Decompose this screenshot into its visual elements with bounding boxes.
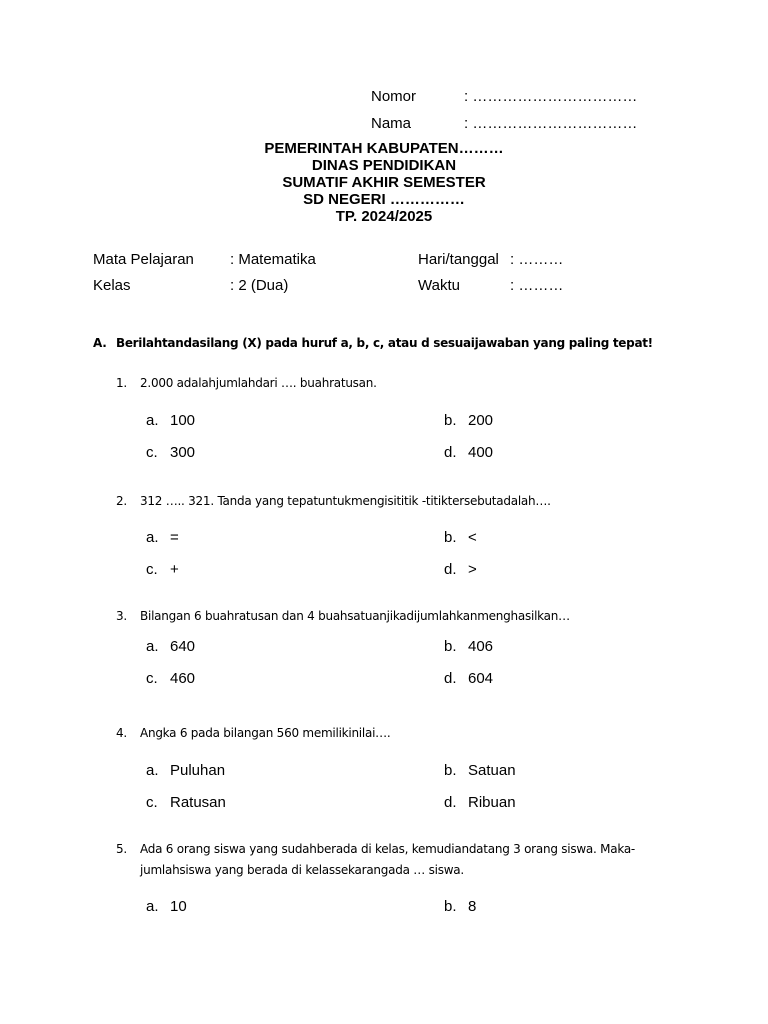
kelas-value: : 2 (Dua)	[230, 277, 289, 294]
option-text: 400	[468, 444, 494, 461]
question-3-option-a	[146, 638, 195, 655]
waktu-label: Waktu	[418, 277, 460, 294]
question-4-option-c	[146, 794, 226, 811]
hari-label: Hari/tanggal	[418, 251, 499, 268]
question-2-option-d	[444, 561, 477, 578]
question-3-text: Bilangan 6 buahratusan dan 4 buahsatuanjikadijumlahkanmenghasilkan…	[140, 609, 570, 623]
option-text: 604	[468, 670, 494, 687]
question-5-text: Ada 6 orang siswa yang sudahberada di kelas, kemudiandatang 3 orang siswa. Maka-	[140, 842, 636, 856]
option-letter: d.	[444, 444, 457, 461]
option-letter: a.	[146, 412, 159, 429]
option-letter: d.	[444, 794, 457, 811]
option-letter: d.	[444, 670, 457, 687]
question-4-number: 4.	[116, 726, 127, 740]
option-text: >	[468, 561, 477, 578]
question-5-text-line-2: jumlahsiswa yang berada di kelassekarangada … siswa.	[140, 863, 464, 877]
option-letter: c.	[146, 561, 158, 578]
title-line-2: DINAS PENDIDIKAN	[311, 157, 457, 174]
question-1-option-a	[146, 412, 195, 429]
option-text: Ratusan	[170, 794, 226, 811]
question-5-number: 5.	[116, 842, 127, 856]
option-text: Puluhan	[170, 762, 226, 779]
title-line-1: PEMERINTAH KABUPATEN………	[264, 140, 504, 157]
question-5-option-a	[146, 898, 187, 915]
question-1-option-b	[444, 412, 493, 429]
option-text: 640	[170, 638, 196, 655]
question-1-option-d	[444, 444, 493, 461]
option-text: 8	[468, 898, 477, 915]
option-text: 200	[468, 412, 494, 429]
option-text: 406	[468, 638, 494, 655]
question-4-option-a	[146, 762, 225, 779]
title-line-3: SUMATIF AKHIR SEMESTER	[282, 174, 486, 191]
option-text: Satuan	[468, 762, 516, 779]
question-2-option-b	[444, 529, 477, 546]
question-3-number: 3.	[116, 609, 127, 623]
option-letter: b.	[444, 638, 457, 655]
title-line-5: TP. 2024/2025	[335, 208, 433, 225]
question-2-number: 2.	[116, 494, 127, 508]
section-instruction: Berilahtandasilang (X) pada huruf a, b, c, atau d sesuaijawaban yang paling tepat!	[116, 336, 653, 350]
option-text: 10	[170, 898, 187, 915]
option-letter: b.	[444, 529, 457, 546]
option-letter: d.	[444, 561, 457, 578]
question-2-text: 312 ….. 321. Tanda yang tepatuntukmengisititik -titiktersebutadalah….	[140, 494, 551, 508]
option-text: 300	[170, 444, 196, 461]
question-2-option-a	[146, 529, 179, 546]
nama-value: : ……………………………	[464, 115, 638, 132]
option-text: Ribuan	[468, 794, 516, 811]
question-4-option-d	[444, 794, 516, 811]
option-letter: b.	[444, 898, 457, 915]
question-4-text: Angka 6 pada bilangan 560 memilikinilai….	[140, 726, 391, 740]
nomor-value: : ……………………………	[464, 88, 638, 105]
mapel-label: Mata Pelajaran	[93, 251, 194, 268]
option-text: =	[170, 529, 179, 546]
mapel-value: : Matematika	[230, 251, 316, 268]
option-text: <	[468, 529, 477, 546]
question-1-text: 2.000 adalahjumlahdari …. buahratusan.	[140, 376, 377, 390]
nama-label: Nama	[371, 115, 412, 132]
option-letter: c.	[146, 794, 158, 811]
question-4-option-b	[444, 762, 516, 779]
option-letter: a.	[146, 529, 159, 546]
waktu-value: : ………	[510, 277, 564, 294]
option-letter: c.	[146, 444, 158, 461]
option-letter: b.	[444, 762, 457, 779]
option-letter: a.	[146, 762, 159, 779]
question-5-option-b	[444, 898, 476, 915]
question-2-option-c	[146, 561, 179, 578]
question-1-option-c	[146, 444, 195, 461]
title-line-4: SD NEGERI ……………	[303, 191, 465, 208]
question-3-option-c	[146, 670, 195, 687]
option-text: 460	[170, 670, 196, 687]
section-label: A.	[93, 336, 107, 350]
option-letter: b.	[444, 412, 457, 429]
question-3-option-b	[444, 638, 493, 655]
option-text: 100	[170, 412, 196, 429]
kelas-label: Kelas	[93, 277, 131, 294]
option-letter: a.	[146, 638, 159, 655]
hari-value: : ………	[510, 251, 564, 268]
question-3-option-d	[444, 670, 493, 687]
question-1-number: 1.	[116, 376, 127, 390]
nomor-label: Nomor	[371, 88, 417, 105]
option-letter: c.	[146, 670, 158, 687]
option-text: +	[170, 561, 179, 578]
option-letter: a.	[146, 898, 159, 915]
